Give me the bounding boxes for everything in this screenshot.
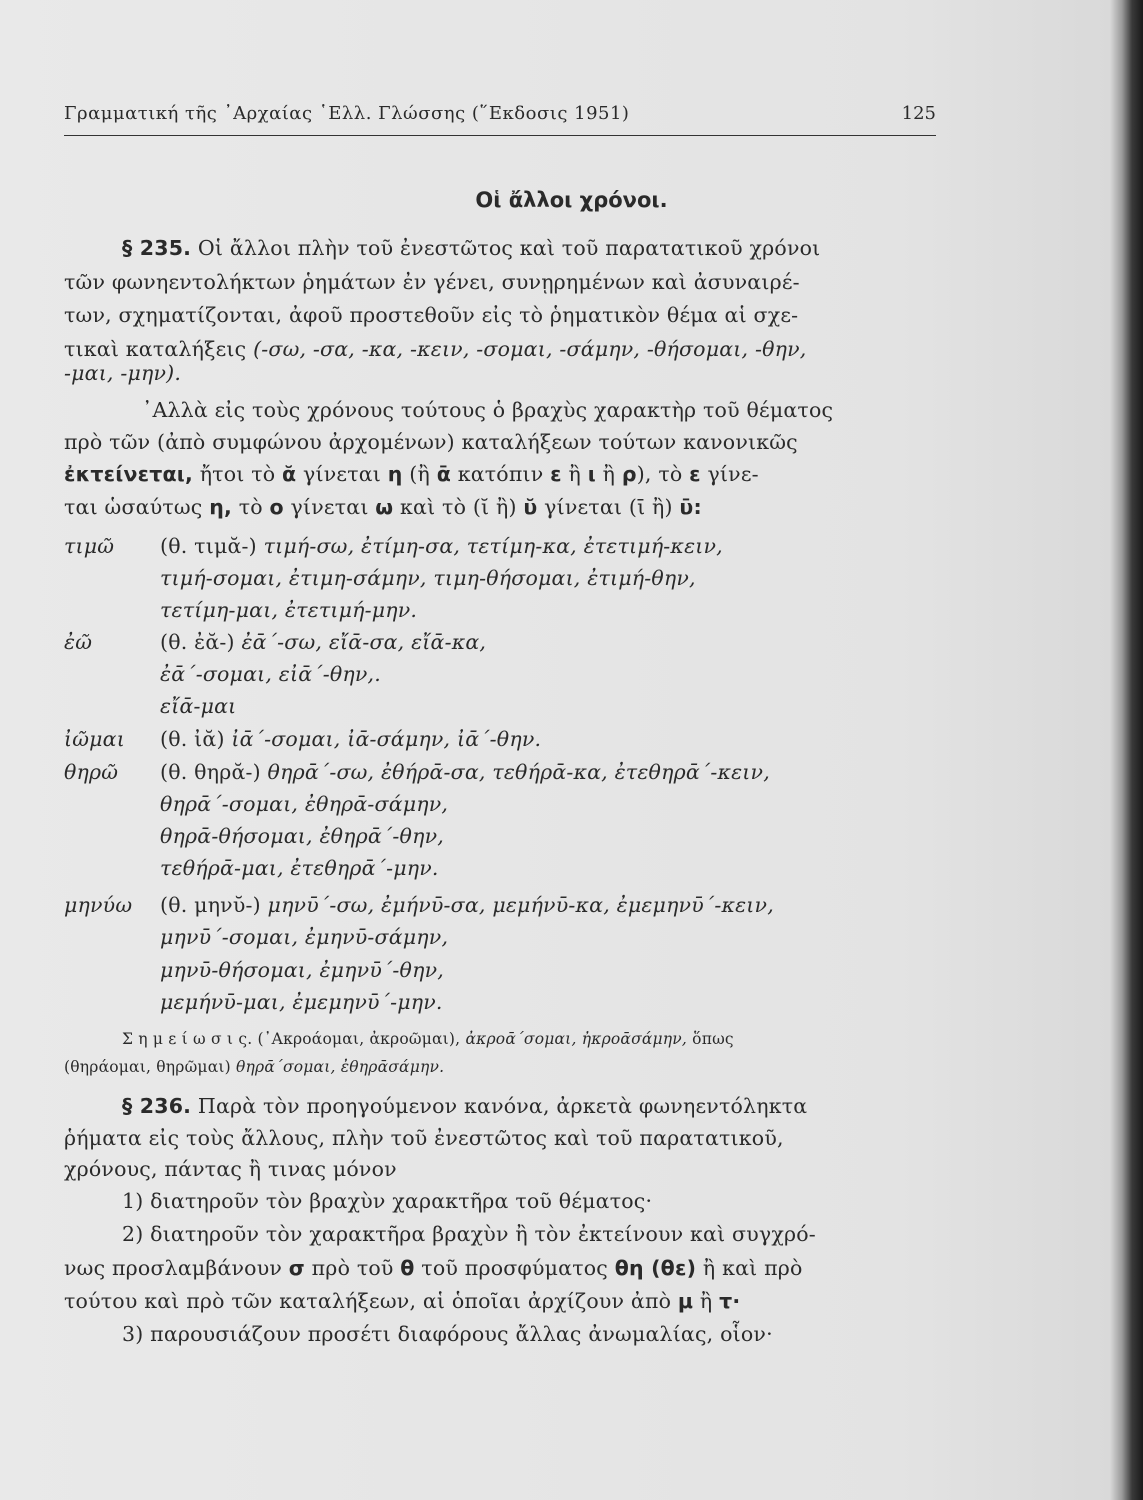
- letter: σ: [288, 1256, 305, 1280]
- para-235-line-2: τῶν φωνηεντολήκτων ῥημάτων ἐν γένει, συνῃρημένων καὶ ἀσυναιρέ-: [64, 270, 800, 294]
- text: ἢ: [561, 462, 588, 486]
- stem: (θ. μηνῠ-): [160, 893, 268, 917]
- forms: θηρᾱ΄-σω, ἐθήρᾱ-σα, τεθήρᾱ-κα, ἐτεθηρᾱ΄-κειν,: [267, 760, 770, 784]
- text: νως προσλαμβάνουν: [64, 1256, 289, 1280]
- text: ἢ: [693, 1289, 720, 1313]
- section-number: § 235.: [122, 236, 192, 260]
- text: καὶ τὸ (ῐ ἢ): [393, 495, 524, 519]
- letter: ῡ:: [679, 495, 702, 519]
- letter: ω: [375, 495, 394, 519]
- verb-menuo-line-2: μηνῡ΄-σομαι, ἐμηνῡ-σάμην,: [160, 925, 449, 949]
- letter: η: [387, 462, 403, 486]
- verb-eo-line-1: [160, 630, 486, 654]
- verb-eo-line-2: ἐᾱ΄-σομαι, εἰᾱ΄-θην,.: [160, 662, 381, 686]
- stem: (θ. τιμᾰ-): [160, 534, 264, 558]
- verb-iomai-line-1: [160, 727, 541, 751]
- forms: ἰᾱ΄-σομαι, ἰᾱ-σάμην, ἰᾱ΄-θην.: [231, 727, 542, 751]
- letter: η,: [209, 495, 233, 519]
- verb-eo-head: ἐῶ: [64, 630, 93, 654]
- list-item-2-cont-2: [64, 1289, 740, 1313]
- section-number: § 236.: [122, 1094, 192, 1118]
- text: ἢ καὶ πρὸ: [696, 1256, 803, 1280]
- para-236-line-2: ῥήματα εἰς τοὺς ἄλλους, πλὴν τοῦ ἐνεστῶτος καὶ τοῦ παρατατικοῦ,: [64, 1126, 784, 1150]
- stem: (θ. ἐᾰ-): [160, 630, 242, 654]
- verb-menuo-line-1: [160, 893, 774, 917]
- verb-iomai-head: ἰῶμαι: [64, 727, 125, 751]
- stem: (θ. ἰᾰ): [160, 727, 232, 751]
- text: ται ὡσαύτως: [64, 495, 210, 519]
- letter: θ: [400, 1256, 415, 1280]
- text: ἢ: [595, 462, 622, 486]
- text: τὸ: [232, 495, 270, 519]
- para-236-line-1: [122, 1094, 807, 1118]
- text: ), τὸ: [636, 462, 690, 486]
- list-item-2-cont-1: [64, 1256, 803, 1280]
- text: τοῦ προσφύματος: [414, 1256, 615, 1280]
- note-line-1: [122, 1030, 734, 1048]
- verb-timo-line-3: τετίμη-μαι, ἐτετιμή-μην.: [160, 598, 418, 622]
- forms: θηρᾱ΄σομαι, ἐθηρᾱσάμην.: [236, 1058, 445, 1076]
- letter: ρ: [621, 462, 637, 486]
- header-title: Γραμματική τῆς ᾿Αρχαίας ῾Ελλ. Γλώσσης (῞Εκδοσις 1951): [64, 103, 630, 124]
- letter: ι: [587, 462, 596, 486]
- letter: ᾱ: [436, 462, 451, 486]
- para-alla-line-4: [64, 495, 702, 519]
- para-236-line-3: χρόνους, πάντας ἢ τινας μόνον: [64, 1157, 397, 1181]
- text: Παρὰ τὸν προηγούμενον κανόνα, ἀρκετὰ φωνηεντόληκτα: [191, 1094, 808, 1118]
- forms: ἐᾱ΄-σω, εἴᾱ-σα, εἴᾱ-κα,: [241, 630, 487, 654]
- endings: (-σω, -σα, -κα, -κειν, -σομαι, -σάμην, -θήσομαι, -θην,: [253, 337, 807, 361]
- text: γίνεται: [283, 495, 376, 519]
- letter: ᾰ: [282, 462, 297, 486]
- list-item-2: 2) διατηροῦν τὸν χαρακτῆρα βραχὺν ἢ τὸν ἐκτείνουν καὶ συγχρό-: [122, 1222, 816, 1246]
- verb-thero-line-3: θηρᾱ-θήσομαι, ἐθηρᾱ΄-θην,: [160, 824, 444, 848]
- letter: ε: [550, 462, 562, 486]
- text: γίνεται: [296, 462, 388, 486]
- text: Σ η μ ε ί ω σ ι ς. (᾿Ακροάομαι, ἀκροῶμαι),: [122, 1030, 466, 1048]
- text: πρὸ τοῦ: [304, 1256, 401, 1280]
- text: γίνε-: [700, 462, 759, 486]
- letter: ῠ: [523, 495, 538, 519]
- verb-thero-head: θηρῶ: [64, 760, 119, 784]
- verb-thero-line-1: [160, 760, 770, 784]
- text: (ἢ: [402, 462, 437, 486]
- verb-timo-line-2: τιμή-σομαι, ἐτιμη-σάμην, τιμη-θήσομαι, ἐτιμή-θην,: [160, 566, 696, 590]
- letter: μ: [677, 1289, 694, 1313]
- letter: τ·: [719, 1289, 741, 1313]
- section-title: Οἱ ἄλλοι χρόνοι.: [475, 188, 668, 212]
- page-number: 125: [901, 103, 936, 124]
- note-line-2: [64, 1058, 444, 1076]
- stem: (θ. θηρᾰ-): [160, 760, 268, 784]
- letter: ο: [269, 495, 284, 519]
- para-235-line-5: -μαι, -μην).: [64, 361, 182, 385]
- para-235-line-1: [122, 236, 820, 260]
- verb-eo-line-3: εἴᾱ-μαι: [160, 694, 237, 718]
- para-alla-line-3: [64, 462, 759, 486]
- verb-menuo-line-3: μηνῡ-θήσομαι, ἐμηνῡ΄-θην,: [160, 958, 444, 982]
- forms: τιμή-σω, ἐτίμη-σα, τετίμη-κα, ἐτετιμή-κειν,: [263, 534, 723, 558]
- verb-timo-line-1: [160, 534, 723, 558]
- verb-thero-line-4: τεθήρᾱ-μαι, ἐτεθηρᾱ΄-μην.: [160, 856, 439, 880]
- list-item-1: 1) διατηροῦν τὸν βραχὺν χαρακτῆρα τοῦ θέματος·: [122, 1189, 653, 1213]
- verb-timo-head: τιμῶ: [64, 534, 115, 558]
- text: ὅπως: [687, 1030, 734, 1048]
- text: (θηράομαι, θηρῶμαι): [64, 1058, 237, 1076]
- text: τικαὶ καταλήξεις: [64, 337, 254, 361]
- list-item-3: 3) παρουσιάζουν προσέτι διαφόρους ἄλλας ἀνωμαλίας, οἷον·: [122, 1322, 773, 1346]
- forms: ἀκροᾱ΄σομαι, ἠκροᾱσάμην,: [465, 1030, 688, 1048]
- running-header: [64, 103, 936, 136]
- emphasis: ἐκτείνεται,: [64, 462, 193, 486]
- forms: μηνῡ΄-σω, ἐμήνῡ-σα, μεμήνῡ-κα, ἐμεμηνῡ΄-κειν,: [267, 893, 774, 917]
- verb-thero-line-2: θηρᾱ΄-σομαι, ἐθηρᾱ-σάμην,: [160, 792, 449, 816]
- text: γίνεται (ῑ ἢ): [537, 495, 680, 519]
- letter: θη (θε): [614, 1256, 697, 1280]
- para-alla-line-1: ᾿Αλλὰ εἰς τοὺς χρόνους τούτους ὁ βραχὺς χαρακτὴρ τοῦ θέματος: [142, 398, 834, 422]
- para-235-line-3: των, σχηματίζονται, ἀφοῦ προστεθοῦν εἰς τὸ ῥηματικὸν θέμα αἱ σχε-: [64, 303, 799, 327]
- verb-menuo-line-4: μεμήνῡ-μαι, ἐμεμηνῡ΄-μην.: [160, 990, 443, 1014]
- text: κατόπιν: [450, 462, 551, 486]
- para-alla-line-2: πρὸ τῶν (ἀπὸ συμφώνου ἀρχομένων) καταλήξεων τούτων κανονικῶς: [64, 430, 798, 454]
- text: τούτου καὶ πρὸ τῶν καταλήξεων, αἱ ὁποῖαι ἀρχίζουν ἀπὸ: [64, 1289, 678, 1313]
- verb-menuo-head: μηνύω: [64, 893, 133, 917]
- letter: ε: [689, 462, 701, 486]
- text: Οἱ ἄλλοι πλὴν τοῦ ἐνεστῶτος καὶ τοῦ παρατατικοῦ χρόνοι: [191, 236, 821, 260]
- para-235-line-4: [64, 337, 807, 361]
- text: ἤτοι τὸ: [192, 462, 283, 486]
